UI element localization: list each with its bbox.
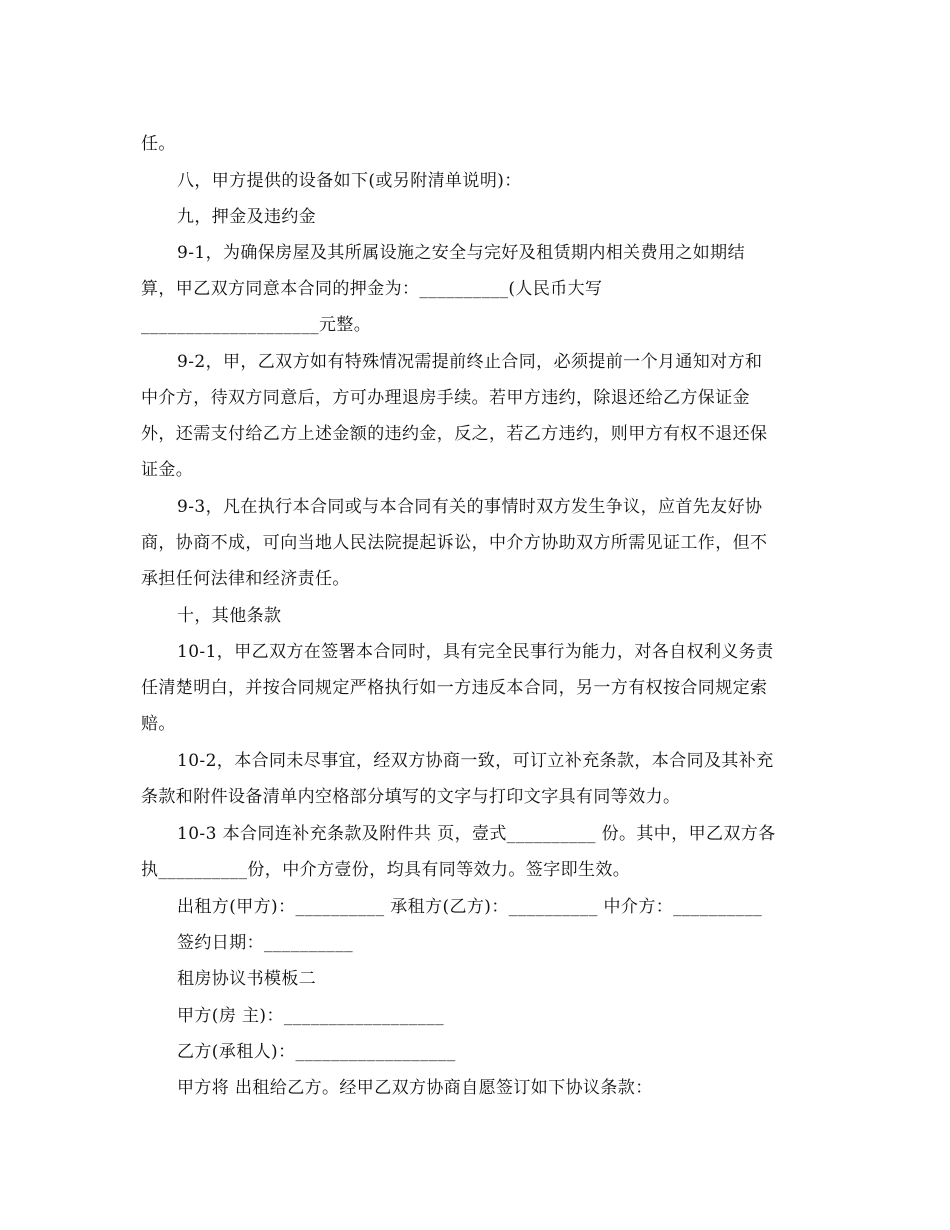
body-text-line: ____________________元整。 (141, 315, 372, 335)
body-text-line: 承担任何法律和经济责任。 (141, 569, 350, 589)
signing-date-line: 签约日期：__________ (177, 933, 353, 953)
body-text-line: 中介方，待双方同意后，方可办理退房手续。若甲方违约，除退还给乙方保证金 (141, 388, 750, 408)
party-b-tenant-line: 乙方(承租人)：__________________ (177, 1042, 456, 1062)
body-text-line: 证金。 (141, 460, 194, 480)
body-text-line: 算，甲乙双方同意本合同的押金为：__________(人民币大写 (141, 279, 603, 299)
clause-9-1: 9-1，为确保房屋及其所属设施之安全与完好及租赁期内相关费用之如期结 (177, 243, 745, 263)
clause-9-3: 9-3，凡在执行本合同或与本合同有关的事情时双方发生争议，应首先友好协 (177, 497, 763, 517)
section-heading-9: 九，押金及违约金 (177, 207, 317, 227)
body-text-line: 外，还需支付给乙方上述金额的违约金，反之，若乙方违约，则甲方有权不退还保 (141, 424, 768, 444)
body-text-line: 赔。 (141, 714, 176, 734)
clause-10-1: 10-1，甲乙双方在签署本合同时，具有完全民事行为能力，对各自权利义务责 (177, 642, 774, 662)
section-heading-8: 八，甲方提供的设备如下(或另附清单说明)： (177, 171, 522, 191)
body-text-line: 条款和附件设备清单内空格部分填写的文字与打印文字具有同等效力。 (141, 787, 681, 807)
body-text-line: 任。 (141, 134, 176, 154)
clause-10-3: 10-3 本合同连补充条款及附件共 页，壹式__________ 份。其中，甲乙双方各 (177, 824, 776, 844)
signature-parties-line: 出租方(甲方)：__________ 承租方(乙方)：__________ 中介方：__________ (177, 897, 763, 917)
party-a-landlord-line: 甲方(房 主)：__________________ (177, 1006, 445, 1026)
agreement-intro-line: 甲方将 出租给乙方。经甲乙双方协商自愿签订如下协议条款： (177, 1078, 653, 1098)
section-heading-10: 十，其他条款 (177, 606, 282, 626)
body-text-line: 商，协商不成，可向当地人民法院提起诉讼，中介方协助双方所需见证工作，但不 (141, 533, 768, 553)
clause-10-2: 10-2，本合同未尽事宜，经双方协商一致，可订立补充条款，本合同及其补充 (177, 751, 774, 771)
body-text-line: 任清楚明白，并按合同规定严格执行如一方违反本合同，另一方有权按合同规定索 (141, 678, 768, 698)
clause-9-2: 9-2，甲，乙双方如有特殊情况需提前终止合同，必须提前一个月通知对方和 (177, 352, 763, 372)
body-text-line: 执__________份，中介方壹份，均具有同等效力。签字即生效。 (141, 860, 631, 880)
template-two-title: 租房协议书模板二 (177, 969, 317, 989)
